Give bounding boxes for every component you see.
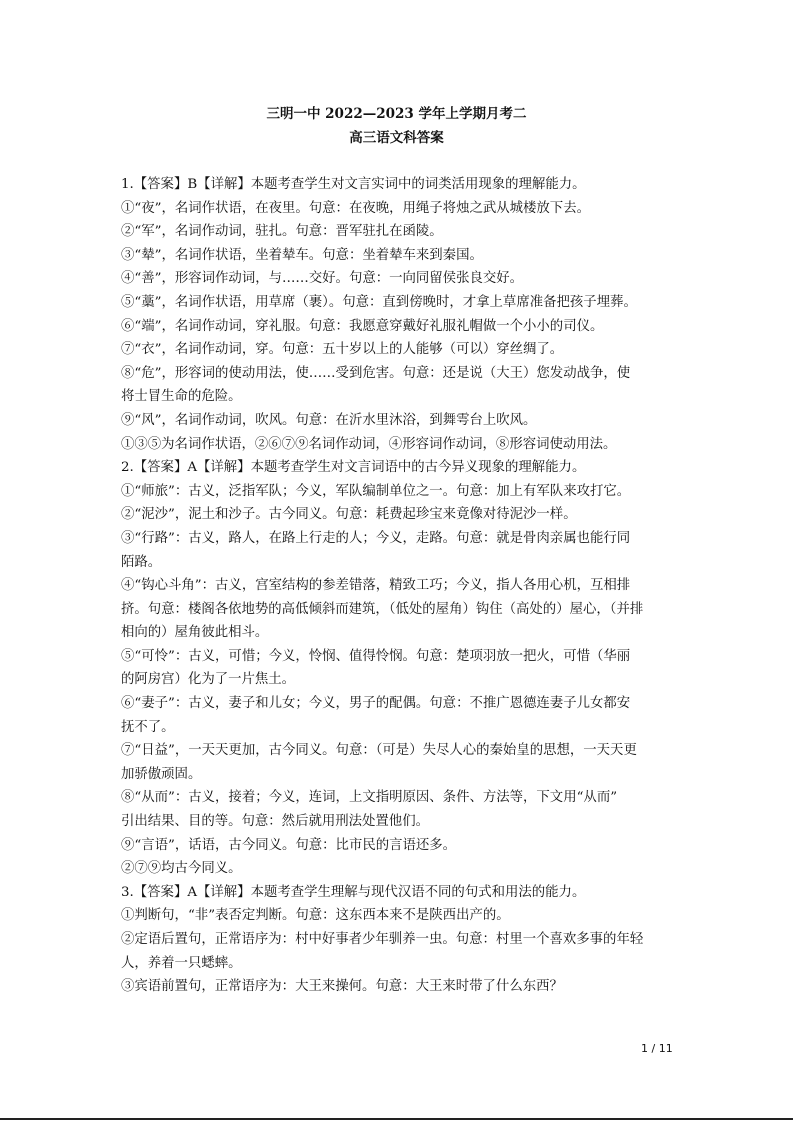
text-line: ⑥“端”，名词作动词，穿礼服。句意：我愿意穿戴好礼服礼帽做一个小小的司仪。 — [121, 318, 604, 334]
text-line: ③宾语前置句，正常语序为：大王来操何。句意：大王来时带了什么东西？ — [121, 979, 563, 995]
text-line: 挤。句意：楼阁各依地势的高低倾斜而建筑，（低处的屋角）钩住（高处的）屋心，（并排 — [121, 601, 644, 617]
text-line: ①“师旅”：古义，泛指军队；今义，军队编制单位之一。句意：加上有军队来攻打它。 — [121, 483, 631, 499]
text-line: ③“行路”：古义，路人，在路上行走的人；今义，走路。句意：就是骨肉亲属也能行同 — [121, 530, 631, 546]
text-line: ⑨“风”，名词作动词，吹风。句意：在沂水里沐浴，到舞雩台上吹风。 — [121, 412, 537, 428]
text-line: ⑤“可怜”：古义，可惜；今义，怜悯、值得怜悯。句意：楚项羽放一把火，可惜（华丽 — [121, 648, 631, 664]
text-line: ⑦“日益”，一天天更加，古今同义。句意：（可是）失尽人心的秦始皇的思想，一天天更 — [121, 743, 637, 759]
text-line: 引出结果、目的等。句意：然后就用刑法处置他们。 — [121, 814, 429, 830]
text-line: 陌路。 — [121, 554, 162, 570]
text-line: 抚不了。 — [121, 719, 175, 735]
answer-body — [121, 173, 677, 999]
page-number: 1 / 11 — [641, 1042, 673, 1055]
text-line: ④“善”，形容词作动词，与……交好。句意：一向同留侯张良交好。 — [121, 271, 524, 287]
text-line: ⑦“衣”，名词作动词，穿。句意：五十岁以上的人能够（可以）穿丝绸了。 — [121, 342, 564, 358]
text-line: ③“辇”，名词作状语，坐着辇车。句意：坐着辇车来到秦国。 — [121, 247, 483, 263]
text-line: ②⑦⑨均古今同义。 — [121, 861, 242, 877]
text-line: 将士冒生命的危险。 — [121, 389, 242, 405]
text-line: 相向的）屋角彼此相斗。 — [121, 625, 269, 641]
text-line: ①③⑤为名词作状语，②⑥⑦⑨名词作动词，④形容词作动词，⑧形容词使动用法。 — [121, 436, 617, 452]
document-subtitle: 高三语文科答案 — [349, 130, 444, 146]
text-line: ⑥“妻子”：古义，妻子和儿女；今义，男子的配偶。句意：不推广恩德连妻子儿女都安 — [121, 696, 631, 712]
text-line: 的阿房宫）化为了一片焦土。 — [121, 672, 296, 688]
text-line: 3.【答案】A【详解】本题考查学生理解与现代汉语不同的句式和用法的能力。 — [121, 884, 586, 900]
text-line: 2.【答案】A【详解】本题考查学生对文言词语中的古今异义现象的理解能力。 — [121, 460, 586, 476]
text-line: ⑧“从而”：古义，接着；今义，连词，上文指明原因、条件、方法等，下文用“从而” — [121, 790, 618, 806]
text-line: ②“泥沙”，泥土和沙子。古今同义。句意：耗费起珍宝来竟像对待泥沙一样。 — [121, 507, 577, 523]
text-line: ①“夜”，名词作状语，在夜里。句意：在夜晚，用绳子将烛之武从城楼放下去。 — [121, 200, 590, 216]
text-line: ④“钩心斗角”：古义，宫室结构的参差错落，精致工巧；今义，指人各用心机，互相排 — [121, 578, 631, 594]
text-line: ⑨“言语”，话语，古今同义。句意：比市民的言语还多。 — [121, 837, 457, 853]
page-bottom-rule — [0, 1118, 793, 1120]
text-line: ①判断句，“非”表否定判断。句意：这东西本来不是陕西出产的。 — [121, 908, 510, 924]
text-line: ⑤“藁”，名词作状语，用草席（裹）。句意：直到傍晚时，才拿上草席准备把孩子埋葬。 — [121, 294, 637, 310]
text-line: ②定语后置句，正常语序为：村中好事者少年驯养一虫。句意：村里一个喜欢多事的年轻 — [121, 932, 644, 947]
document-title: 三明一中 2022—2023 学年上学期月考二 — [266, 106, 527, 122]
text-line: ②“军”，名词作动词，驻扎。句意：晋军驻扎在函陵。 — [121, 224, 443, 240]
text-line: ⑧“危”，形容词的使动用法，使……受到危害。句意：还是说（大王）您发动战争，使 — [121, 365, 631, 381]
text-line: 人，养着一只蟋蟀。 — [121, 955, 242, 971]
text-line: 1.【答案】B【详解】本题考查学生对文言实词中的词类活用现象的理解能力。 — [121, 177, 586, 192]
text-line: 加骄傲顽固。 — [121, 766, 202, 782]
